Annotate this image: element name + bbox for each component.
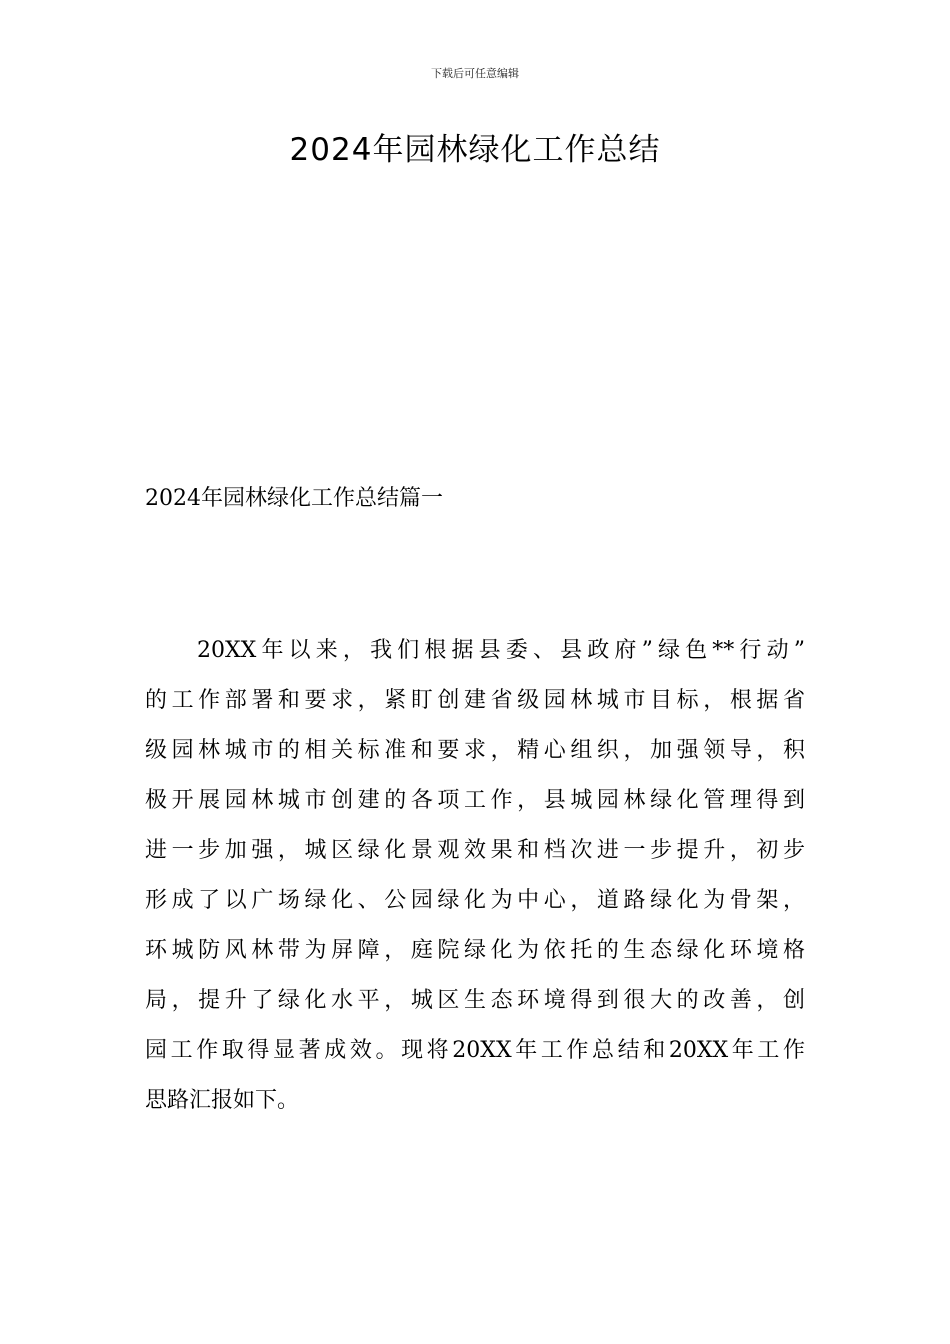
section-heading: 2024年园林绿化工作总结篇一 [145,486,443,511]
paragraph-line: 环城防风林带为屏障，庭院绿化为依托的生态绿化环境格 [145,938,805,963]
paragraph-line: 思路汇报如下。 [145,1088,300,1113]
paragraph-line: 园工作取得显著成效。现将20XX年工作总结和20XX年工作 [145,1038,805,1063]
paragraph-line: 形成了以广场绿化、公园绿化为中心，道路绿化为骨架， [145,888,805,913]
document-title: 2024年园林绿化工作总结 [289,132,661,168]
paragraph-line: 20XX年以来，我们根据县委、县政府”绿色**行动” [197,638,805,663]
paragraph-line: 级园林城市的相关标准和要求，精心组织，加强领导，积 [145,738,805,763]
paragraph-line: 的工作部署和要求，紧盯创建省级园林城市目标，根据省 [145,688,805,713]
paragraph-line: 局，提升了绿化水平，城区生态环境得到很大的改善，创 [145,988,805,1013]
body-paragraph [145,626,805,1126]
header-note: 下载后可任意编辑 [431,67,519,80]
paragraph-line: 进一步加强，城区绿化景观效果和档次进一步提升，初步 [145,838,805,863]
paragraph-line: 极开展园林城市创建的各项工作，县城园林绿化管理得到 [145,788,805,813]
